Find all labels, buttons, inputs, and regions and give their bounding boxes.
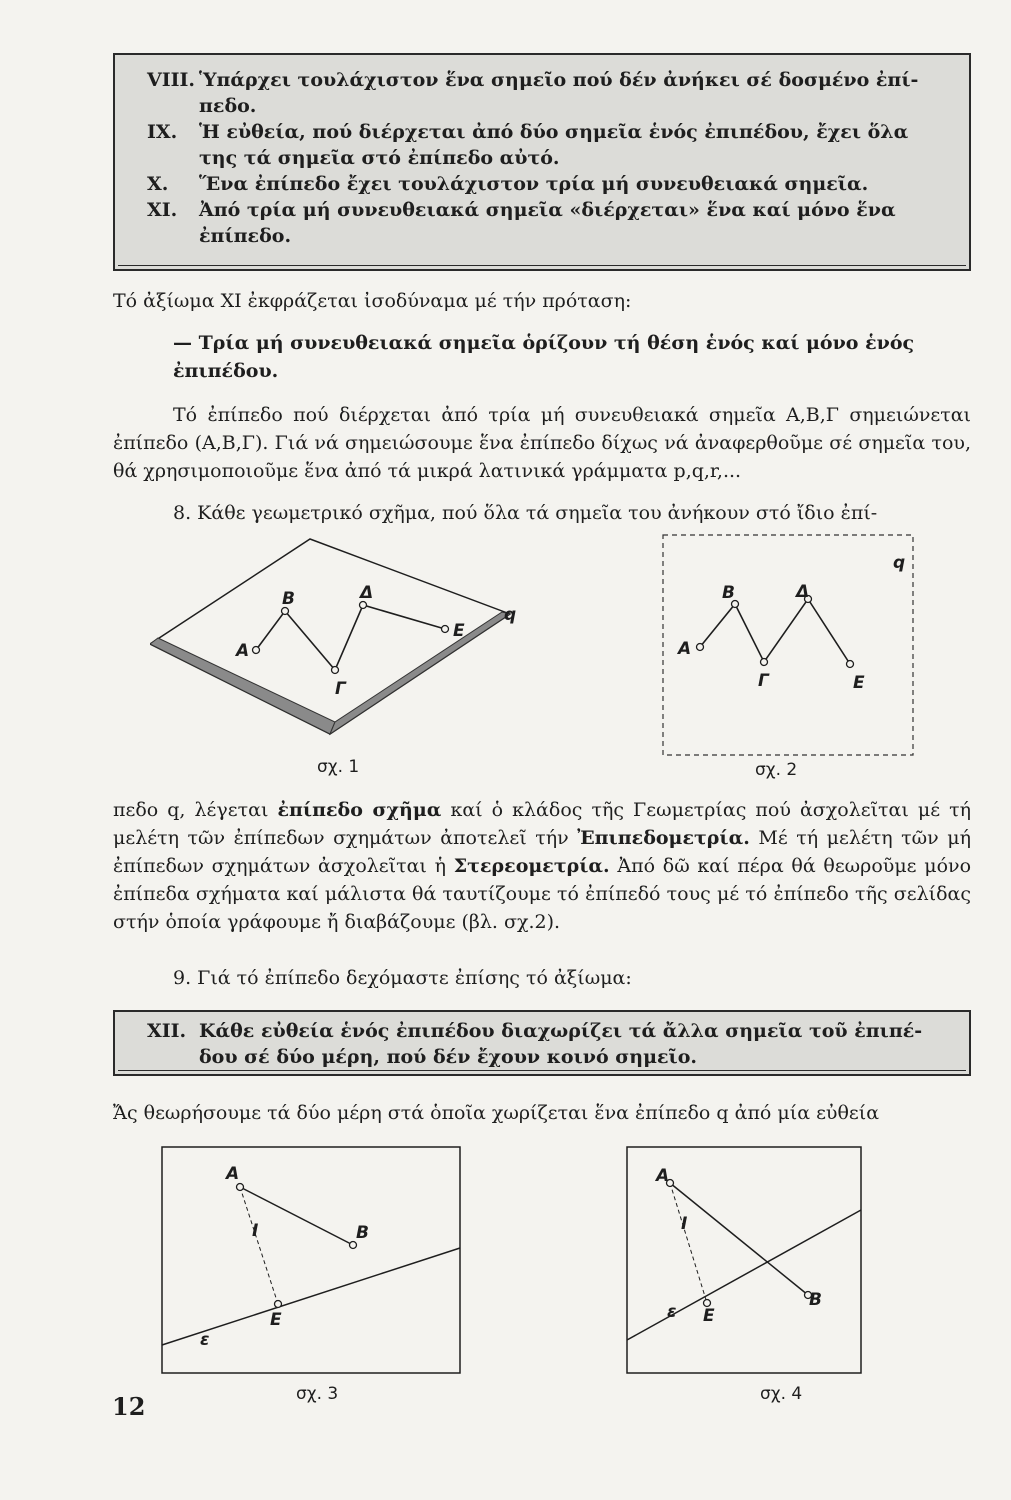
label-d: Δ xyxy=(796,582,810,602)
axiom-number-spacer xyxy=(147,145,199,171)
label-epsilon: ε xyxy=(667,1302,677,1322)
label-a: A xyxy=(236,641,250,661)
label-i: I xyxy=(681,1214,688,1234)
axiom-text-cont: πεδο. xyxy=(199,95,257,117)
axiom-xi-cont xyxy=(147,223,955,249)
axiom-text: Ὑπάρχει τουλάχιστον ἕνα σημεῖο πού δέν ἀνήκει σέ δοσμένο ἐπί- xyxy=(199,69,919,91)
label-epsilon: ε xyxy=(200,1330,210,1350)
caption-fig-1: σχ. 1 xyxy=(317,757,360,777)
label-e: E xyxy=(453,621,465,641)
label-i: I xyxy=(252,1221,259,1241)
axiom-text-cont: ἐπίπεδο. xyxy=(199,225,292,247)
term-planimetry: Ἐπιπεδομετρία. xyxy=(577,827,750,849)
axiom-number: IX. xyxy=(147,121,178,143)
axiom-number-spacer xyxy=(147,1044,199,1070)
dashed-line xyxy=(670,1183,707,1303)
label-a: A xyxy=(226,1164,240,1184)
figure-1 xyxy=(150,534,530,744)
plane-shadow-right xyxy=(330,612,510,734)
figure-3 xyxy=(160,1145,465,1377)
line-epsilon xyxy=(627,1210,861,1340)
term-plane-figure: ἐπίπεδο σχῆμα xyxy=(277,799,442,821)
paragraph-section-8-start: 8. Κάθε γεωμετρικό σχῆμα, πού ὅλα τά σημεῖα του ἀνήκουν στό ἴδιο ἐπί- xyxy=(173,502,878,524)
point-a xyxy=(253,647,260,654)
proposition-line-2: ἐπιπέδου. xyxy=(173,360,279,382)
point-a xyxy=(697,644,704,651)
axiom-box-xii xyxy=(113,1010,971,1076)
point-e xyxy=(442,626,449,633)
label-a: A xyxy=(656,1166,670,1186)
axiom-number: XII. xyxy=(147,1020,187,1042)
figure-4 xyxy=(625,1145,865,1377)
axiom-number: X. xyxy=(147,173,169,195)
axiom-text: Ἀπό τρία μή συνευθειακά σημεῖα «διέρχεται» ἕνα καί μόνο ἕνα xyxy=(199,199,896,221)
caption-fig-2: σχ. 2 xyxy=(755,760,798,780)
axiom-viii-cont xyxy=(147,93,955,119)
axiom-number: XI. xyxy=(147,199,178,221)
point-g xyxy=(761,659,768,666)
axiom-text: Ἕνα ἐπίπεδο ἔχει τουλάχιστον τρία μή συνευθειακά σημεῖα. xyxy=(199,173,869,195)
point-e xyxy=(275,1301,282,1308)
label-g: Γ xyxy=(758,671,769,691)
paragraph-section-8-cont xyxy=(113,796,971,936)
page-number: 12 xyxy=(112,1392,146,1421)
label-b: B xyxy=(356,1223,369,1243)
label-a: A xyxy=(678,639,692,659)
dashed-line xyxy=(240,1187,278,1304)
caption-fig-3: σχ. 3 xyxy=(296,1384,339,1404)
label-e: E xyxy=(703,1306,715,1326)
label-e: E xyxy=(270,1310,282,1330)
text-run: καί ὁ κλάδος τῆς Γεωμετρίας πού ἀσχολεῖται μέ τή μελέτη τῶν ἐπίπεδων σχημάτων ἀποτελεῖ τήν xyxy=(113,799,972,849)
text-run: Μέ τή μελέτη τῶν μή ἐπίπεδων σχημάτων ἀσχολεῖται ἡ xyxy=(113,827,971,877)
axiom-viii xyxy=(147,67,955,93)
label-g: Γ xyxy=(335,679,346,699)
point-a xyxy=(237,1184,244,1191)
axiom-text: Ἡ εὐθεία, πού διέρχεται ἀπό δύο σημεῖα ἑνός ἐπιπέδου, ἔχει ὅλα xyxy=(199,121,909,143)
axiom-number: VIII. xyxy=(147,69,196,91)
broken-line xyxy=(700,599,850,664)
paragraph-two-half-planes: Ἄς θεωρήσουμε τά δύο μέρη στά ὁποῖα χωρίζεται ἕνα ἐπίπεδο q ἀπό μία εὐθεία xyxy=(113,1102,880,1124)
caption-fig-4: σχ. 4 xyxy=(760,1384,803,1404)
axiom-xi xyxy=(147,197,955,223)
label-b: B xyxy=(809,1290,822,1310)
label-q: q xyxy=(504,605,517,625)
paragraph-section-9: 9. Γιά τό ἐπίπεδο δεχόμαστε ἐπίσης τό ἀξίωμα: xyxy=(173,967,632,989)
axiom-text: Κάθε εὐθεία ἑνός ἐπιπέδου διαχωρίζει τά ἄλλα σημεῖα τοῦ ἐπιπέ- xyxy=(199,1020,923,1042)
axiom-x xyxy=(147,171,955,197)
paragraph-axiom-xi-restated: Τό ἀξίωμα XI ἐκφράζεται ἰσοδύναμα μέ τήν πρόταση: xyxy=(113,290,632,312)
label-e: E xyxy=(853,673,865,693)
axiom-number-spacer xyxy=(147,93,199,119)
text-run: Ἀπό δῶ καί πέρα θά θεωροῦμε μόνο ἐπίπεδα σχήματα καί μάλιστα θά ταυτίζουμε τό ἐπίπεδό τους μέ τό ἐπίπεδο τῆς σελίδας στήν ὁποία γράφουμε ἤ διαβάζουμε (βλ. σχ.2). xyxy=(113,855,972,933)
paragraph-plane-notation: Τό ἐπίπεδο πού διέρχεται ἀπό τρία μή συνευθειακά σημεῖα Α,Β,Γ σημειώνεται ἐπίπεδο (Α,Β,Γ). Γιά νά σημειώσουμε ἕνα ἐπίπεδο δίχως νά ἀναφερθοῦμε σέ σημεῖα του, θά χρησιμοποιοῦμε ἕνα ἀπό τά μικρά λατινικά γράμματα p,q,r,... xyxy=(113,404,971,482)
term-stereometry: Στερεομετρία. xyxy=(453,855,610,877)
axiom-xii-cont xyxy=(147,1044,955,1070)
label-b: B xyxy=(722,583,735,603)
label-d: Δ xyxy=(360,583,374,603)
label-q: q xyxy=(893,553,906,573)
axiom-xii xyxy=(147,1018,955,1044)
proposition xyxy=(113,329,971,385)
axiom-ix-cont xyxy=(147,145,955,171)
axioms-box-top xyxy=(113,53,971,271)
axiom-ix xyxy=(147,119,955,145)
axiom-number-spacer xyxy=(147,223,199,249)
point-e xyxy=(847,661,854,668)
label-b: B xyxy=(282,589,295,609)
axiom-text-cont: δου σέ δύο μέρη, πού δέν ἔχουν κοινό σημεῖο. xyxy=(199,1046,698,1068)
proposition-line-1: — Τρία μή συνευθειακά σημεῖα ὁρίζουν τή θέση ἑνός καί μόνο ἑνός xyxy=(173,332,915,354)
figure-2 xyxy=(660,532,920,760)
text-run: πεδο q, λέγεται xyxy=(113,799,278,821)
point-g xyxy=(332,667,339,674)
axiom-text-cont: της τά σημεῖα στό ἐπίπεδο αὐτό. xyxy=(199,147,560,169)
